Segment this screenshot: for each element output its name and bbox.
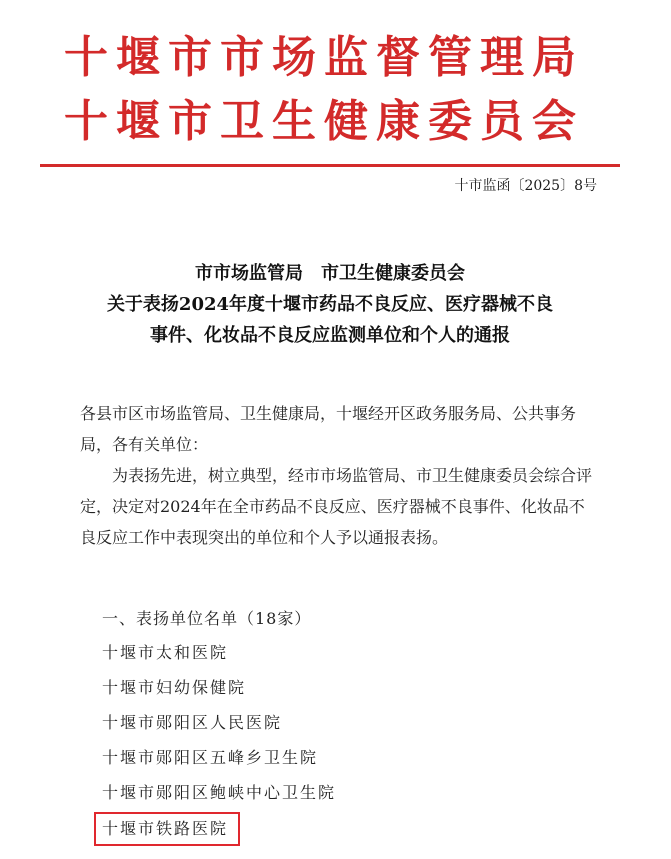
list-item: 十堰市郧阳区五峰乡卫生院 (102, 748, 319, 767)
body-paragraph: 为表扬先进，树立典型，经市市场监管局、市卫生健康委员会综合评定，决定对2024年在全市药品不良反应、医疗器械不良事件、化妆品不良反应工作中表现突出的单位和个人予以通报表扬。 (80, 466, 593, 547)
list-item: 十堰市郧阳区鲍峡中心卫生院 (102, 783, 337, 802)
highlighted-list-item: 十堰市铁路医院 (94, 812, 240, 846)
salutation: 各县市区市场监管局、卫生健康局，十堰经开区政务服务局、公共事务局，各有关单位： (80, 404, 577, 454)
document-number: 十市监函〔2025〕8号 (454, 178, 597, 194)
list-item: 十堰市妇幼保健院 (102, 678, 247, 697)
notice-title-line-1: 市市场监管局 市卫生健康委员会 (195, 263, 465, 284)
issuer-title-market-supervision: 十堰市市场监督管理局 (64, 32, 584, 83)
section-heading: 一、表扬单位名单（18家） (102, 609, 312, 628)
commended-units-list (80, 602, 600, 846)
notice-title-line-3: 事件、化妆品不良反应监测单位和个人的通报 (150, 325, 510, 346)
notice-title (40, 258, 620, 351)
notice-title-line-2: 关于表扬2024年度十堰市药品不良反应、医疗器械不良 (106, 294, 554, 315)
red-header-divider (40, 164, 620, 167)
issuer-title-health-commission: 十堰市卫生健康委员会 (64, 96, 584, 147)
list-item: 十堰市太和医院 (102, 643, 229, 662)
list-item: 十堰市郧阳区人民医院 (102, 713, 283, 732)
